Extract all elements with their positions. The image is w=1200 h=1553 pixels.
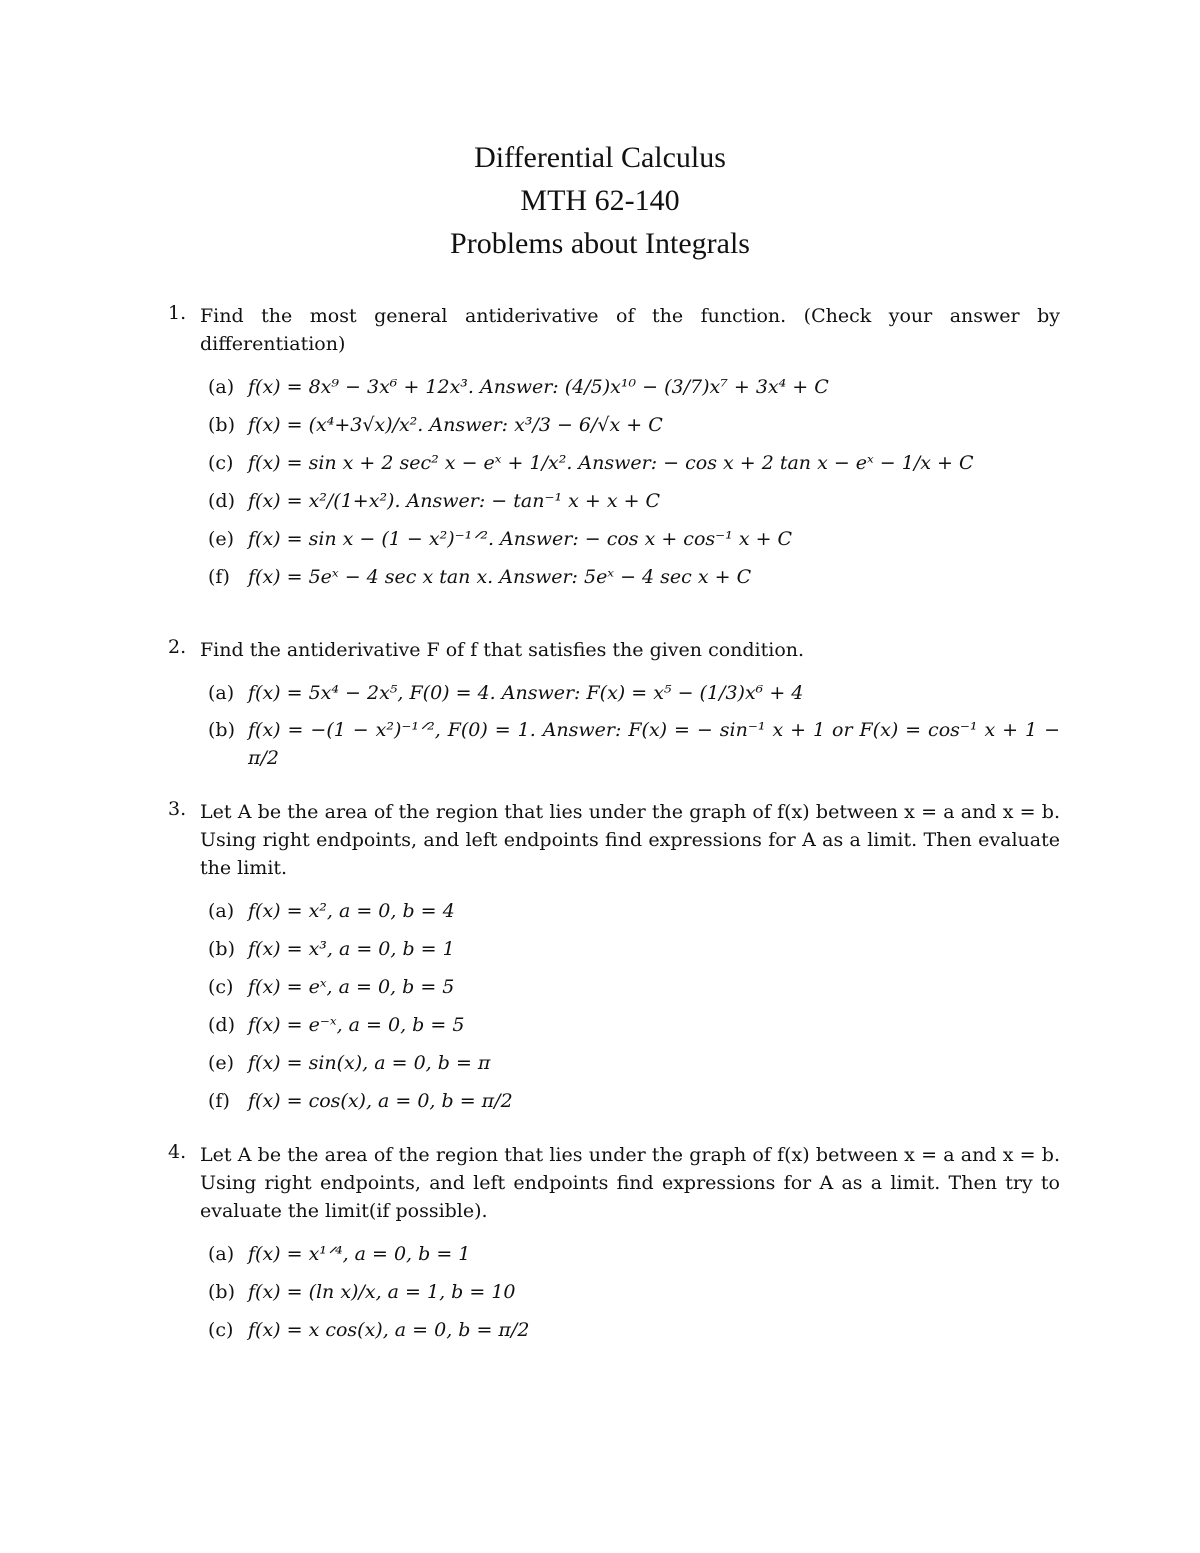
subproblem — [208, 1235, 1060, 1273]
problem-number: 4. — [168, 1141, 187, 1163]
subproblem — [208, 558, 1060, 596]
subproblem-label: (c) — [208, 1319, 234, 1341]
subproblem-content: f(x) = x²/(1+x²). Answer: − tan⁻¹ x + x + C — [248, 490, 661, 512]
document-title: Differential Calculus — [474, 141, 726, 174]
subproblem-content: f(x) = cos(x), a = 0, b = π/2 — [248, 1090, 513, 1112]
problem-4 — [168, 1141, 1060, 1349]
subproblem-label: (a) — [208, 682, 235, 704]
subproblem-label: (a) — [208, 1243, 235, 1265]
subproblem-label: (b) — [208, 938, 235, 960]
subproblem-label: (d) — [208, 1014, 235, 1036]
subproblem-label: (b) — [208, 1281, 235, 1303]
problem-statement: Let A be the area of the region that lies under the graph of f(x) between x = a and x = b. Using right endpoints, and left endpoints find expressions for A as a limit. Then evaluate the limit. — [200, 801, 1060, 879]
subproblem — [208, 716, 1060, 772]
subproblem-content: f(x) = e⁻ˣ, a = 0, b = 5 — [248, 1014, 465, 1036]
course-code: MTH 62-140 — [520, 184, 680, 217]
subproblem-label: (a) — [208, 376, 235, 398]
subproblem-content: f(x) = sin(x), a = 0, b = π — [248, 1052, 491, 1074]
subproblem — [208, 1044, 1060, 1082]
subproblem-content: f(x) = x cos(x), a = 0, b = π/2 — [248, 1319, 530, 1341]
subproblem-content: f(x) = 5x⁴ − 2x⁵, F(0) = 4. Answer: F(x) = x⁵ − (1/3)x⁶ + 4 — [248, 682, 804, 704]
subproblem — [208, 1082, 1060, 1120]
document-header — [0, 136, 1200, 265]
subproblem-content: f(x) = x³, a = 0, b = 1 — [248, 938, 455, 960]
subproblem-list — [208, 674, 1060, 772]
subproblem — [208, 406, 1060, 444]
problem-number: 2. — [168, 636, 187, 658]
subproblem-label: (b) — [208, 414, 235, 436]
subproblem-content: f(x) = sin x + 2 sec² x − eˣ + 1/x². Answer: − cos x + 2 tan x − eˣ − 1/x + C — [248, 452, 974, 474]
subproblem — [208, 1311, 1060, 1349]
subproblem-label: (f) — [208, 1090, 230, 1112]
subproblem-content: f(x) = eˣ, a = 0, b = 5 — [248, 976, 455, 998]
problem-3 — [168, 798, 1060, 1120]
subproblem-label: (e) — [208, 1052, 235, 1074]
subproblem — [208, 930, 1060, 968]
subproblem — [208, 968, 1060, 1006]
subproblem-list — [208, 368, 1060, 596]
subproblem-label: (a) — [208, 900, 235, 922]
subproblem — [208, 1006, 1060, 1044]
subproblem-content: f(x) = 8x⁹ − 3x⁶ + 12x³. Answer: (4/5)x¹⁰ − (3/7)x⁷ + 3x⁴ + C — [248, 376, 829, 398]
subproblem — [208, 674, 1060, 712]
subproblem-label: (c) — [208, 976, 234, 998]
subproblem-list — [208, 892, 1060, 1120]
subproblem — [208, 520, 1060, 558]
problem-statement: Let A be the area of the region that lies under the graph of f(x) between x = a and x = b. Using right endpoints, and left endpoints find expressions for A as a limit. Then try to evaluate the limit(if possible). — [200, 1144, 1060, 1222]
subproblem — [208, 444, 1060, 482]
subproblem-list — [208, 1235, 1060, 1349]
subproblem-content: f(x) = x¹ᐟ⁴, a = 0, b = 1 — [248, 1243, 471, 1265]
subproblem — [208, 368, 1060, 406]
subproblem-content: f(x) = 5eˣ − 4 sec x tan x. Answer: 5eˣ − 4 sec x + C — [248, 566, 752, 588]
subproblem — [208, 482, 1060, 520]
subproblem-content: f(x) = (x⁴+3√x)/x². Answer: x³/3 − 6/√x + C — [248, 414, 663, 436]
subproblem-label: (f) — [208, 566, 230, 588]
problem-2 — [168, 636, 1060, 772]
subproblem-content: f(x) = x², a = 0, b = 4 — [248, 900, 455, 922]
subproblem-label: (e) — [208, 528, 235, 550]
subproblem-content: f(x) = −(1 − x²)⁻¹ᐟ², F(0) = 1. Answer: F(x) = − sin⁻¹ x + 1 or F(x) = cos⁻¹ x + 1 − π/2 — [248, 719, 1060, 769]
problem-number: 3. — [168, 798, 187, 820]
subproblem-content: f(x) = sin x − (1 − x²)⁻¹ᐟ². Answer: − cos x + cos⁻¹ x + C — [248, 528, 793, 550]
subproblem — [208, 1273, 1060, 1311]
subproblem-label: (d) — [208, 490, 235, 512]
subproblem-content: f(x) = (ln x)/x, a = 1, b = 10 — [248, 1281, 516, 1303]
problem-statement: Find the most general antiderivative of the function. (Check your answer by differentiation) — [200, 305, 1060, 355]
problem-statement: Find the antiderivative F of f that satisfies the given condition. — [200, 639, 805, 661]
subproblem-label: (c) — [208, 452, 234, 474]
subproblem-label: (b) — [208, 719, 235, 741]
document-subtitle: Problems about Integrals — [450, 227, 750, 260]
subproblem — [208, 892, 1060, 930]
problem-number: 1. — [168, 302, 187, 324]
problem-1 — [168, 302, 1060, 596]
